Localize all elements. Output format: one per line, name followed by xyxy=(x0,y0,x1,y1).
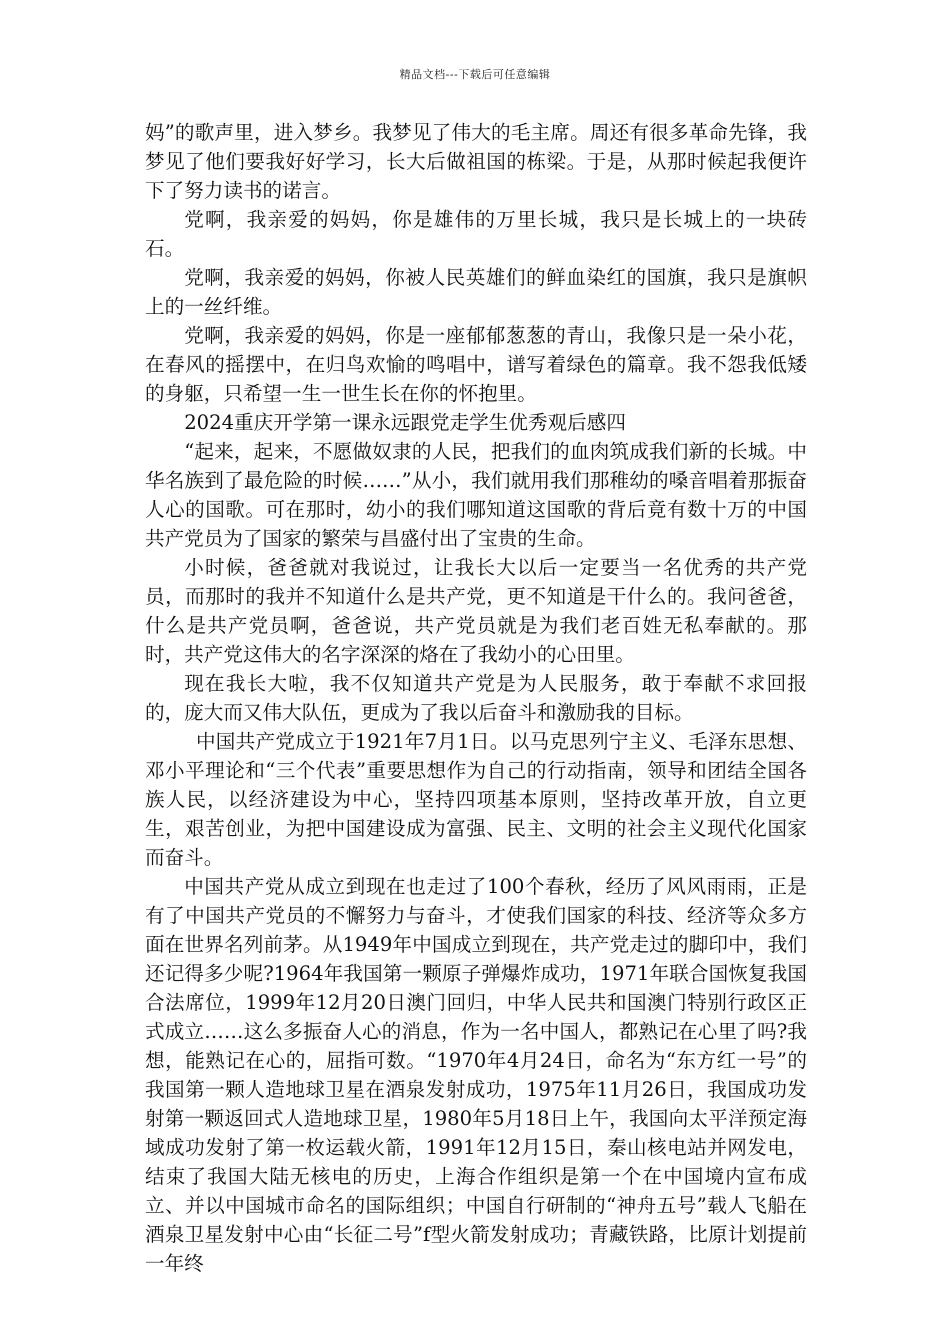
document-body xyxy=(145,118,807,1278)
paragraph-national-flag: 党啊，我亲爱的妈妈，你被人民英雄们的鲜血染红的国旗，我只是旗帜上的一丝纤维。 xyxy=(145,266,807,318)
paragraph-grown-up: 现在我长大啦，我不仅知道共产党是为人民服务，敢于奉献不求回报的，庞大而又伟大队伍，更成为了我以后奋斗和激励我的目标。 xyxy=(145,672,807,724)
section-heading: 2024重庆开学第一课永远跟党走学生优秀观后感四 xyxy=(184,411,626,434)
page-header: 精品文档---下载后可任意编辑 xyxy=(399,68,551,81)
paragraph-history: 中国共产党从成立到现在也走过了100个春秋，经历了风风雨雨，正是有了中国共产党员的不懈努力与奋斗，才使我们国家的科技、经济等众多方面在世界名列前茅。从1949年中国成立到现在，共产党走过的脚印中，我们还记得多少呢?1964年我国第一颗原子弹爆炸成功，1971年联合国恢复我国合法席位，1999年12月20日澳门回归，中华人民共和国澳门特别行政区正式成立……这么多振奋人心的消息，作为一名中国人，都熟记在心里了吗?我想，能熟记在心的，屈指可数。“1970年4月24日，命名为“东方红一号”的我国第一颗人造地球卫星在酒泉发射成功，1975年11月26日，我国成功发射第一颗返回式人造地球卫星，1980年5月18日上午，我国向太平洋预定海域成功发射了第一枚运载火箭，1991年12月15日，秦山核电站并网发电，结束了我国大陆无核电的历史，上海合作组织是第一个在中国境内宣布成立、并以中国城市命名的国际组织；中国自行研制的“神舟五号”载人飞船在酒泉卫星发射中心由“长征二号”f型火箭发射成功；青藏铁路，比原计划提前一年终 xyxy=(145,875,807,1275)
paragraph-childhood: 小时候，爸爸就对我说过，让我长大以后一定要当一名优秀的共产党员，而那时的我并不知道什么是共产党，更不知道是干什么的。我问爸爸，什么是共产党员啊，爸爸说，共产党员就是为我们老百姓无私奉献的。那时，共产党这伟大的名字深深的烙在了我幼小的心田里。 xyxy=(145,556,807,666)
paragraph-national-anthem: “起来，起来，不愿做奴隶的人民，把我们的血肉筑成我们新的长城。中华名族到了最危险的时候……”从小，我们就用我们那稚幼的嗓音唱着那振奋人心的国歌。可在那时，幼小的我们哪知道这国歌的背后竟有数十万的中国共产党员为了国家的繁荣与昌盛付出了宝贵的生命。 xyxy=(145,440,807,550)
paragraph-party-founding: 中国共产党成立于1921年7月1日。以马克思列宁主义、毛泽东思想、邓小平理论和“三个代表”重要思想作为自己的行动指南，领导和团结全国各族人民，以经济建设为中心，坚持四项基本原则，坚持改革开放，自立更生，艰苦创业，为把中国建设成为富强、民主、文明的社会主义现代化国家而奋斗。 xyxy=(145,730,807,869)
paragraph-great-wall: 党啊，我亲爱的妈妈，你是雄伟的万里长城，我只是长城上的一块砖石。 xyxy=(145,208,807,260)
paragraph-green-mountain: 党啊，我亲爱的妈妈，你是一座郁郁葱葱的青山，我像只是一朵小花，在春风的摇摆中，在归鸟欢愉的鸣唱中，谱写着绿色的篇章。我不怨我低矮的身躯，只希望一生一世生长在你的怀抱里。 xyxy=(145,324,807,405)
paragraph-continuation: 妈”的歌声里，进入梦乡。我梦见了伟大的毛主席。周还有很多革命先锋，我梦见了他们要我好好学习，长大后做祖国的栋梁。于是，从那时候起我便许下了努力读书的诺言。 xyxy=(145,121,807,202)
